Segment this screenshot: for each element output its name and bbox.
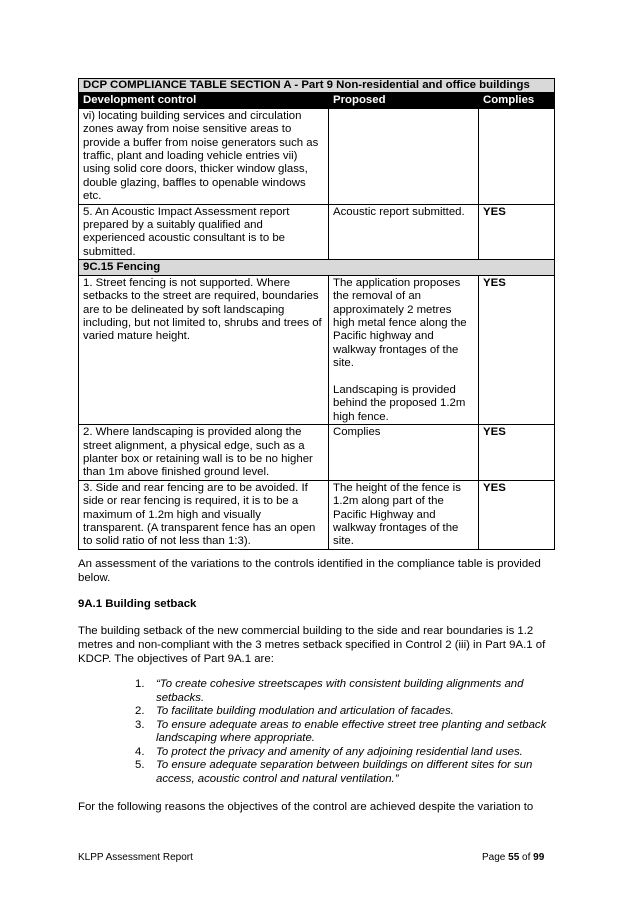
proposed-text: The application proposes the removal of an approximately 2 metres high metal fence along the Pacific highway and walkway frontages of the site. xyxy=(333,276,467,370)
header-development-control: Development control xyxy=(79,93,329,108)
control-cell: vi) locating building services and circulation zones away from noise sensitive areas to provide a buffer from noise generators such as traffic, plant and loading vehicle entries vii) using solid core doors, thicker window glass, double glazing, baffles to openable windows etc. xyxy=(79,108,329,204)
table-row xyxy=(79,275,555,424)
list-item: 3. To ensure adequate areas to enable effective street tree planting and setback landscaping where appropriate. xyxy=(135,718,547,744)
table-header-row xyxy=(79,93,555,108)
dcp-compliance-table xyxy=(78,78,555,550)
closing-paragraph: For the following reasons the objectives of the control are achieved despite the variation to xyxy=(78,801,534,813)
table-row xyxy=(79,108,555,204)
assessment-intro: An assessment of the variations to the controls identified in the compliance table is provided below. xyxy=(78,558,541,584)
setback-paragraph: The building setback of the new commercial building to the side and rear boundaries is 1.2 metres and non-compliant with the 3 metres setback specified in Control 2 (iii) in Part 9A.1 of KDCP. The objectives of Part 9A.1 are: xyxy=(78,625,546,665)
control-cell: 1. Street fencing is not supported. Where setbacks to the street are required, boundaries are to be delineated by soft landscaping including, but not limited to, shrubs and trees of varied mature height. xyxy=(79,275,329,424)
proposed-cell xyxy=(329,275,479,424)
table-title: DCP COMPLIANCE TABLE SECTION A - Part 9 Non-residential and office buildings xyxy=(79,79,555,93)
table-row xyxy=(79,425,555,481)
footer-report-name: KLPP Assessment Report xyxy=(78,852,193,863)
control-cell: 3. Side and rear fencing are to be avoided. If side or rear fencing is required, it is to be a maximum of 1.2m high and visually transparent. (A transparent fence has an open to solid ratio of not less than 1:3). xyxy=(79,480,329,549)
complies-cell: YES xyxy=(479,275,555,424)
table-row xyxy=(79,204,555,260)
section-heading-fencing: 9C.15 Fencing xyxy=(79,260,555,275)
list-item: 1. “To create cohesive streetscapes with consistent building alignments and setbacks. xyxy=(135,678,524,704)
proposed-cell: Acoustic report submitted. xyxy=(329,204,479,260)
complies-cell: YES xyxy=(479,425,555,481)
table-row xyxy=(79,480,555,549)
control-cell: 2. Where landscaping is provided along the street alignment, a physical edge, such as a planter box or retaining wall is to be no higher than 1m above finished ground level. xyxy=(79,425,329,481)
complies-cell: YES xyxy=(479,204,555,260)
proposed-cell: The height of the fence is 1.2m along part of the Pacific Highway and walkway frontages of the site. xyxy=(329,480,479,549)
control-cell: 5. An Acoustic Impact Assessment report prepared by a suitably qualified and experienced acoustic consultant is to be submitted. xyxy=(79,204,329,260)
proposed-text: Landscaping is provided behind the proposed 1.2m high fence. xyxy=(333,383,466,423)
complies-cell: YES xyxy=(479,480,555,549)
proposed-cell xyxy=(329,108,479,204)
list-item: 4. To protect the privacy and amenity of any adjoining residential land uses. xyxy=(135,745,523,758)
list-item: 5. To ensure adequate separation between buildings on different sites for sun access, acoustic control and natural ventilation.” xyxy=(135,759,533,785)
section-heading: 9A.1 Building setback xyxy=(78,598,197,610)
list-item: 2. To facilitate building modulation and articulation of facades. xyxy=(135,705,454,717)
header-proposed: Proposed xyxy=(329,93,479,108)
objectives-list xyxy=(135,678,563,786)
proposed-cell: Complies xyxy=(329,425,479,481)
complies-cell xyxy=(479,108,555,204)
footer-page-number: Page 55 of 99 xyxy=(482,852,545,863)
header-complies: Complies xyxy=(479,93,555,108)
